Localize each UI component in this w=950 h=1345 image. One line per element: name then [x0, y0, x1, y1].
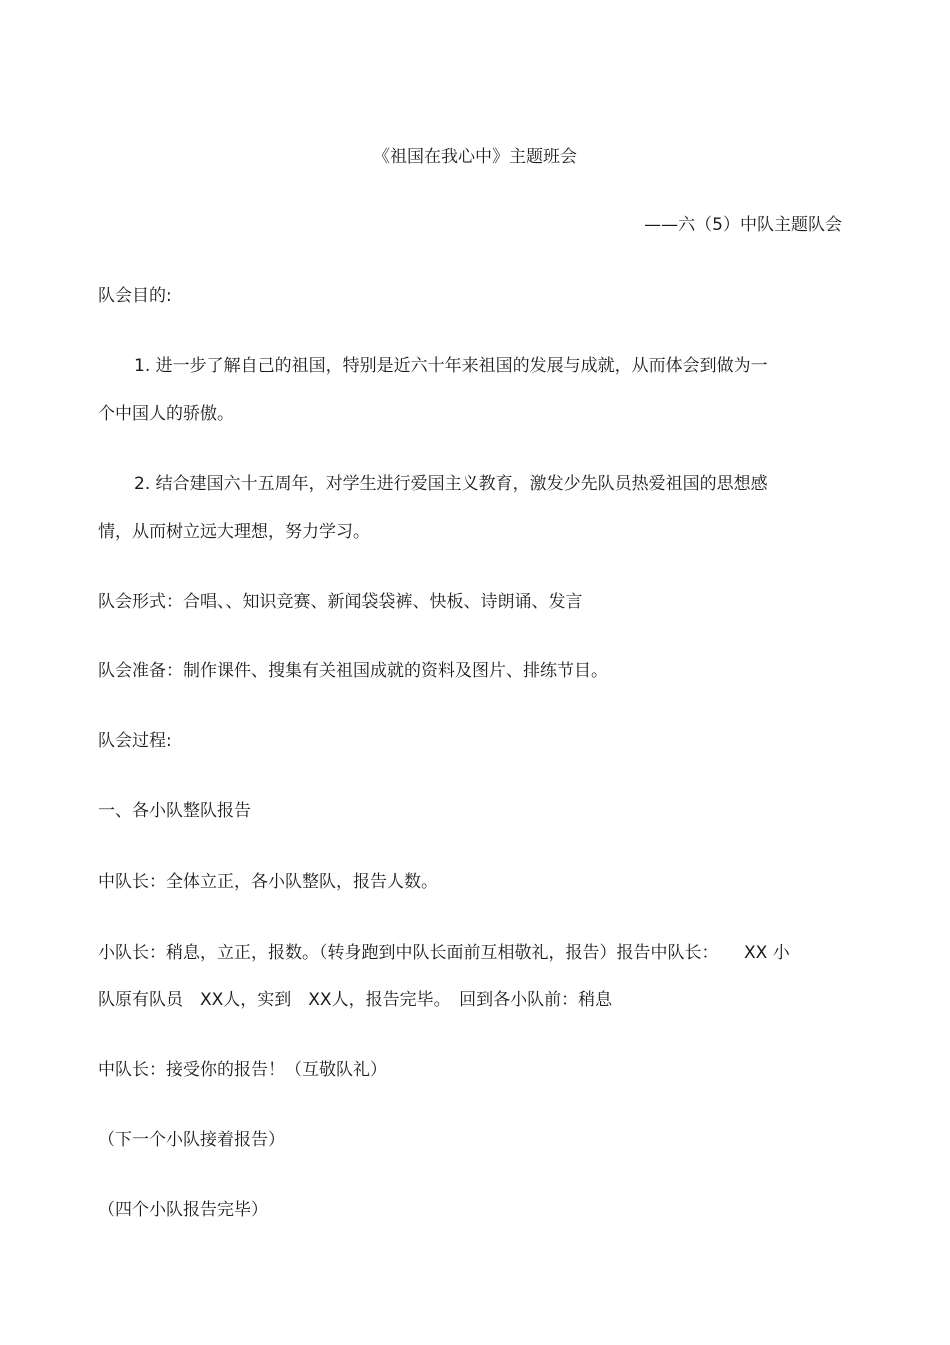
dialog-line-1: 中队长：全体立正，各小队整队，报告人数。 [98, 872, 438, 892]
purpose-heading: 队会目的: [98, 286, 172, 306]
process-heading: 队会过程: [98, 731, 172, 751]
document-subtitle: ——六（5）中队主题队会 [644, 215, 842, 235]
dialog-line-2b: 队原有队员 XX人，实到 XX人，报告完毕。 回到各小队前：稍息 [98, 990, 613, 1010]
purpose-item-2-line-2: 情，从而树立远大理想，努力学习。 [98, 522, 370, 542]
purpose-item-2-line-1: 2. 结合建国六十五周年，对学生进行爱国主义教育，激发少先队员热爱祖国的思想感 [134, 474, 768, 494]
purpose-item-1-line-1: 1. 进一步了解自己的祖国，特别是近六十年来祖国的发展与成就，从而体会到做为一 [134, 356, 768, 376]
purpose-item-1-line-2: 个中国人的骄傲。 [98, 404, 234, 424]
section-heading-1: 一、各小队整队报告 [98, 801, 251, 821]
dialog-line-2a: 小队长：稍息，立正，报数。（转身跑到中队长面前互相敬礼，报告）报告中队长： XX 小 [98, 943, 790, 963]
note-line-2: （四个小队报告完毕） [98, 1200, 268, 1220]
meeting-preparation: 队会准备：制作课件、搜集有关祖国成就的资料及图片、排练节目。 [98, 661, 608, 681]
meeting-form: 队会形式：合唱、、知识竞赛、新闻袋袋裤、快板、诗朗诵、发言 [98, 592, 583, 612]
note-line-1: （下一个小队接着报告） [98, 1130, 285, 1150]
document-title: 《祖国在我心中》主题班会 [373, 147, 577, 167]
dialog-line-3: 中队长：接受你的报告！（互敬队礼） [98, 1060, 387, 1080]
